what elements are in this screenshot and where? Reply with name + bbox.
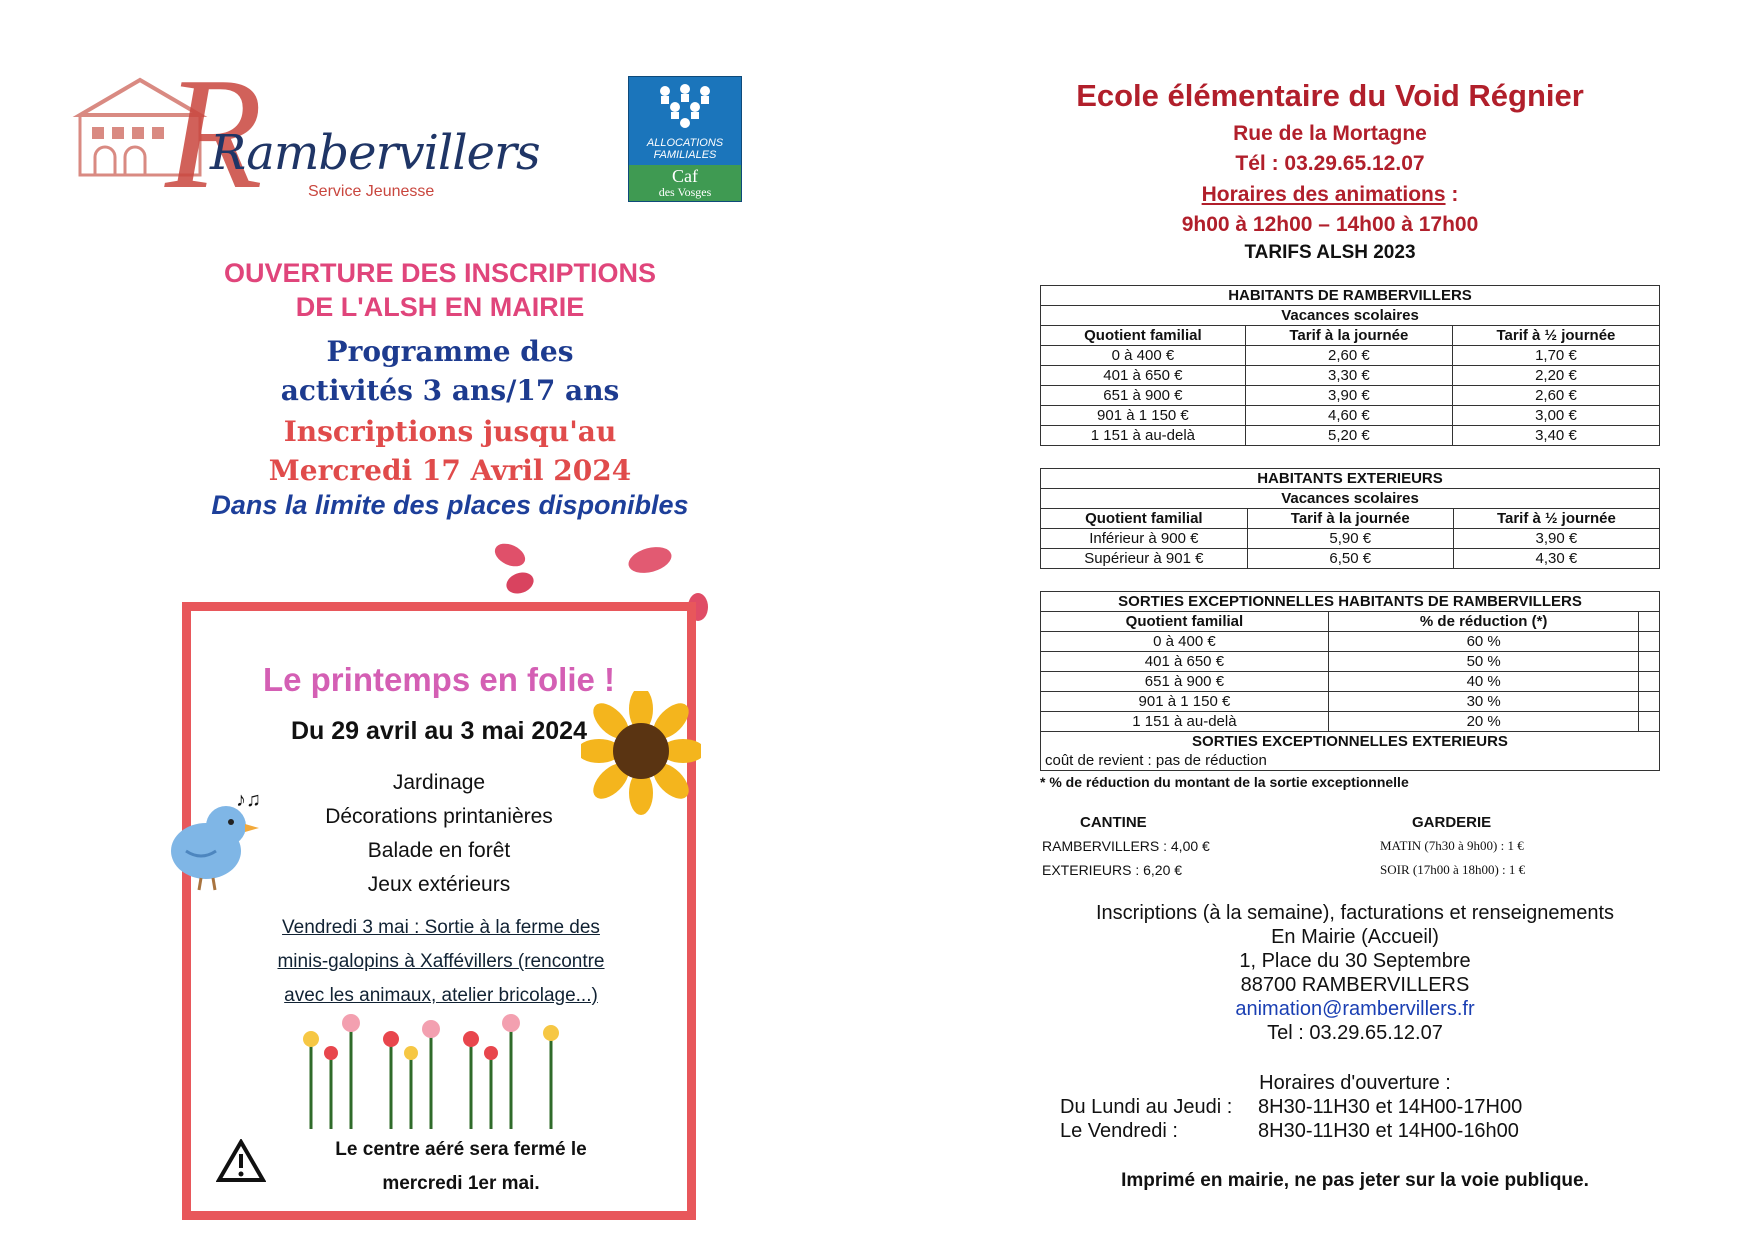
- availability-note: Dans la limite des places disponibles: [211, 490, 689, 520]
- cantine-title: CANTINE: [1080, 814, 1147, 831]
- table-subtitle: Vacances scolaires: [1041, 489, 1660, 509]
- garderie-morning: MATIN (7h30 à 9h00) : 1 €: [1380, 838, 1524, 853]
- event-title: Le printemps en folie !: [262, 661, 616, 698]
- school-street: Rue de la Mortagne: [1233, 122, 1427, 145]
- table-row: Inférieur à 900 € 5,90 € 3,90 €: [1041, 529, 1660, 549]
- rambervillers-logo: [70, 44, 540, 222]
- table-row: 1 151 à au-delà 20 %: [1041, 712, 1660, 732]
- contact-address: 1, Place du 30 Septembre: [1239, 950, 1471, 972]
- table-title: HABITANTS EXTERIEURS: [1041, 469, 1660, 489]
- print-notice: Imprimé en mairie, ne pas jeter sur la voie publique.: [1121, 1170, 1589, 1191]
- garderie-title: GARDERIE: [1412, 814, 1492, 831]
- caf-logo: [628, 76, 742, 202]
- cantine-external: EXTERIEURS : 6,20 €: [1042, 862, 1183, 878]
- animation-hours-title: Horaires des animations :: [1201, 183, 1459, 206]
- caf-familiales: FAMILIALES: [653, 149, 717, 161]
- outing-description: Vendredi 3 mai : Sortie à la ferme des minis-galopins à Xaffévillers (rencontre avec les animaux, atelier bricolage...): [277, 917, 605, 1006]
- table-row: 901 à 1 150 € 4,60 € 3,00 €: [1041, 406, 1660, 426]
- activity-item: Jeux extérieurs: [367, 873, 511, 896]
- cantine-residents: RAMBERVILLERS : 4,00 €: [1042, 838, 1210, 854]
- contact-city: 88700 RAMBERVILLERS: [1240, 974, 1470, 996]
- table-header: Quotient familial Tarif à la journée Tarif à ½ journée: [1041, 326, 1660, 346]
- activity-item: Décorations printanières: [325, 805, 553, 828]
- garderie-evening: SOIR (17h00 à 18h00) : 1 €: [1380, 862, 1526, 877]
- table-row: 651 à 900 € 40 %: [1041, 672, 1660, 692]
- tariff-table-residents: [1040, 285, 1660, 446]
- activity-item: Balade en forêt: [367, 839, 511, 862]
- table-row: 0 à 400 € 60 %: [1041, 632, 1660, 652]
- event-dates: Du 29 avril au 3 mai 2024: [290, 717, 587, 745]
- external-outings-note: coût de revient : pas de réduction: [1041, 751, 1660, 771]
- contact-phone: Tel : 03.29.65.12.07: [1267, 1022, 1443, 1044]
- table-row: 1 151 à au-delà 5,20 € 3,40 €: [1041, 426, 1660, 446]
- school-phone: Tél : 03.29.65.12.07: [1235, 152, 1425, 175]
- table-subtitle: Vacances scolaires: [1041, 306, 1660, 326]
- contact-line: Inscriptions (à la semaine), facturations et renseignements: [1095, 902, 1615, 924]
- family-people-icon: [655, 83, 715, 133]
- opening-row-label: Du Lundi au Jeudi :: [1060, 1096, 1233, 1118]
- activity-item: Jardinage: [392, 771, 486, 794]
- registration-deadline: Inscriptions jusqu'au Mercredi 17 Avril 2024: [268, 415, 632, 487]
- logo-name: Rambervillers: [210, 125, 540, 181]
- outings-table: [1040, 591, 1660, 771]
- external-outings-title: SORTIES EXCEPTIONNELLES EXTERIEURS: [1041, 732, 1660, 752]
- flowers-icon: [291, 1011, 591, 1131]
- caf-allocations: ALLOCATIONS: [646, 137, 724, 149]
- footnote: * % de réduction du montant de la sortie exceptionnelle: [1040, 774, 1409, 790]
- table-row: 401 à 650 € 50 %: [1041, 652, 1660, 672]
- music-notes-icon: ♪♫: [236, 789, 261, 811]
- opening-hours-title: Horaires d'ouverture :: [1259, 1072, 1451, 1094]
- contact-line: En Mairie (Accueil): [1271, 926, 1439, 948]
- school-name: Ecole élémentaire du Void Régnier: [1076, 78, 1584, 113]
- table-title: SORTIES EXCEPTIONNELLES HABITANTS DE RAMBERVILLERS: [1041, 592, 1660, 612]
- tarifs-title: TARIFS ALSH 2023: [1244, 242, 1416, 263]
- sunflower-icon: [581, 691, 701, 831]
- program-title: Programme des activités 3 ans/17 ans: [280, 335, 620, 407]
- registration-headline: OUVERTURE DES INSCRIPTIONS DE L'ALSH EN MAIRIE: [223, 258, 657, 322]
- logo-subtitle: Service Jeunesse: [308, 183, 435, 200]
- opening-row-label: Le Vendredi :: [1060, 1120, 1178, 1142]
- warning-icon: [216, 1139, 266, 1183]
- table-header: Quotient familial % de réduction (*): [1041, 612, 1660, 632]
- animation-hours: 9h00 à 12h00 – 14h00 à 17h00: [1181, 213, 1479, 236]
- opening-row-value: 8H30-11H30 et 14H00-17H00: [1258, 1096, 1523, 1118]
- logo-monogram: R: [165, 44, 263, 222]
- table-row: Supérieur à 901 € 6,50 € 4,30 €: [1041, 549, 1660, 569]
- table-row: 901 à 1 150 € 30 %: [1041, 692, 1660, 712]
- caf-region: des Vosges: [658, 185, 712, 199]
- closure-notice: Le centre aéré sera fermé le mercredi 1er mai.: [335, 1139, 587, 1194]
- table-row: 401 à 650 € 3,30 € 2,20 €: [1041, 366, 1660, 386]
- contact-email-link[interactable]: animation@rambervillers.fr: [1235, 998, 1475, 1020]
- event-poster: [182, 602, 696, 1220]
- table-row: 0 à 400 € 2,60 € 1,70 €: [1041, 346, 1660, 366]
- table-header: Quotient familial Tarif à la journée Tarif à ½ journée: [1041, 509, 1660, 529]
- opening-row-value: 8H30-11H30 et 14H00-16h00: [1258, 1120, 1519, 1142]
- table-row: 651 à 900 € 3,90 € 2,60 €: [1041, 386, 1660, 406]
- tariff-table-external: [1040, 468, 1660, 569]
- table-title: HABITANTS DE RAMBERVILLERS: [1041, 286, 1660, 306]
- caf-word: Caf: [672, 166, 698, 186]
